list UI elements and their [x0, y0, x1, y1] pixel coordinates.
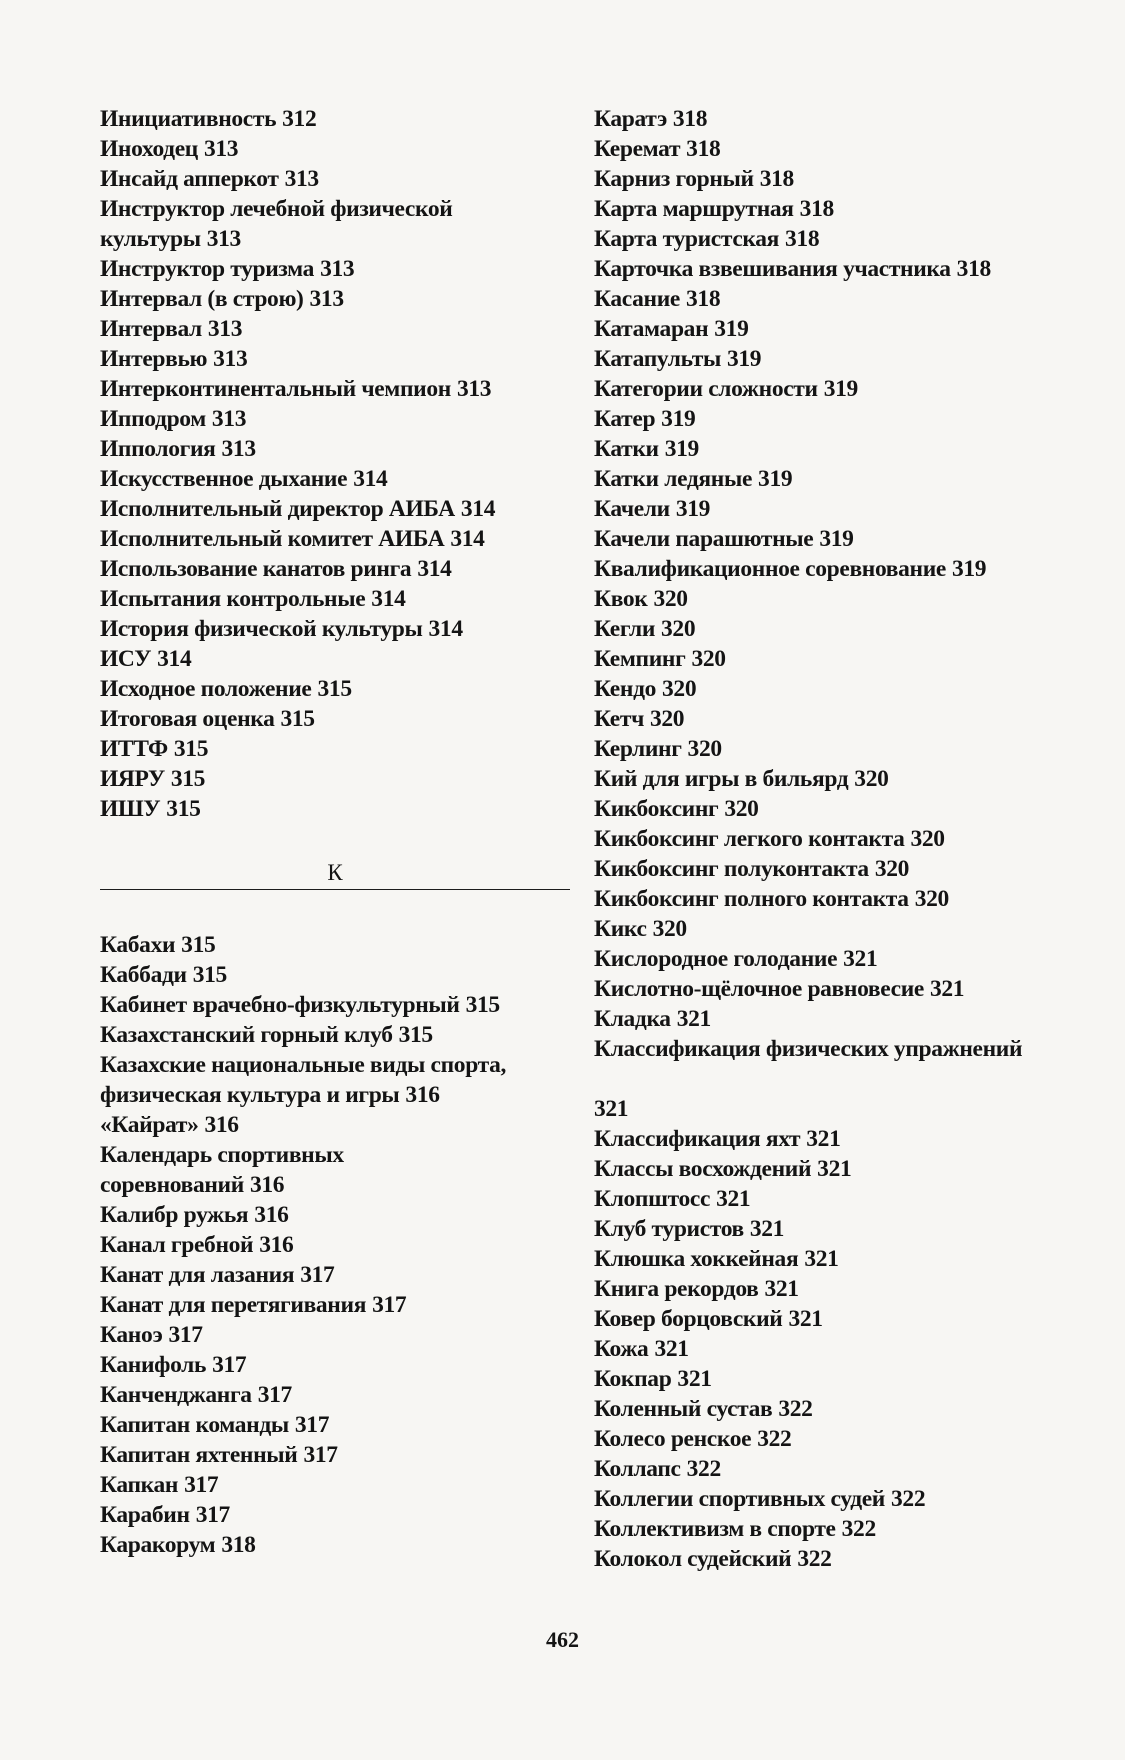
index-list-i	[100, 104, 570, 824]
index-entry	[594, 674, 1094, 704]
index-entry	[100, 404, 570, 434]
index-page-ref: 320	[652, 916, 687, 942]
index-term: Клуб туристов	[594, 1216, 744, 1242]
index-entry	[594, 1184, 1094, 1214]
index-page-ref: 317	[168, 1322, 203, 1348]
index-page-ref: 319	[664, 436, 699, 462]
index-entry	[594, 1124, 1094, 1154]
index-term: Календарь спортивных соревнований	[100, 1142, 344, 1198]
index-entry	[594, 914, 1094, 944]
index-entry	[594, 614, 1094, 644]
index-entry	[594, 1304, 1094, 1334]
index-term: Кий для игры в бильярд	[594, 766, 849, 792]
index-page-ref: 322	[686, 1456, 721, 1482]
index-page-ref: 319	[758, 466, 793, 492]
index-page-ref: 316	[254, 1202, 289, 1228]
index-term: Катапульты	[594, 346, 721, 372]
index-entry	[100, 960, 570, 990]
index-entry	[100, 1140, 570, 1200]
index-entry	[100, 524, 570, 554]
index-term: Инсайд апперкот	[100, 166, 279, 192]
index-entry	[594, 1364, 1094, 1394]
index-page-ref: 313	[456, 376, 492, 402]
index-entry	[100, 1440, 570, 1470]
page-number: 462	[546, 1627, 579, 1652]
index-entry	[100, 1050, 570, 1110]
index-entry	[100, 764, 570, 794]
index-entry	[100, 434, 570, 464]
index-page-ref: 320	[854, 766, 889, 792]
index-term: Карточка взвешивания участника	[594, 256, 951, 282]
index-term: Каракорум	[100, 1532, 216, 1558]
index-entry	[594, 1004, 1094, 1034]
index-page-ref: 316	[204, 1112, 239, 1138]
index-term: Кемпинг	[594, 646, 686, 672]
index-entry	[100, 494, 570, 524]
index-page-ref: 322	[757, 1426, 792, 1452]
index-entry	[100, 1530, 570, 1560]
index-entry	[594, 194, 1094, 224]
index-entry	[100, 1110, 570, 1140]
index-page-ref: 318	[785, 226, 820, 252]
index-term: Коленный сустав	[594, 1396, 773, 1422]
index-page-ref: 318	[759, 166, 794, 192]
index-page-ref: 314	[371, 586, 406, 612]
index-page-ref: 318	[799, 196, 834, 222]
index-page-ref: 319	[661, 406, 696, 432]
index-page-ref: 321	[594, 1096, 629, 1122]
index-page-ref: 315	[170, 766, 206, 792]
index-term: Инструктор лечебной физической культуры	[100, 196, 453, 252]
index-page-ref: 315	[280, 706, 315, 732]
index-page-ref: 319	[823, 376, 858, 402]
index-term: Касание	[594, 286, 681, 312]
index-term: Интервал	[100, 316, 202, 342]
index-term: Книга рекордов	[594, 1276, 759, 1302]
index-term: Кикбоксинг полуконтакта	[594, 856, 869, 882]
index-page-ref: 313	[221, 436, 256, 462]
index-page-ref: 317	[257, 1382, 292, 1408]
index-term: Катер	[594, 406, 656, 432]
index-term: Качели	[594, 496, 670, 522]
index-entry	[100, 990, 570, 1020]
index-page-ref: 315	[166, 796, 201, 822]
index-term: Иноходец	[100, 136, 198, 162]
index-entry	[594, 1544, 1094, 1574]
index-term: Кегли	[594, 616, 656, 642]
index-term: ИШУ	[100, 796, 161, 822]
index-term: Кикс	[594, 916, 647, 942]
index-term: Катки	[594, 436, 659, 462]
index-page-ref: 321	[806, 1126, 841, 1152]
index-entry	[594, 344, 1094, 374]
index-page-ref: 320	[914, 886, 949, 912]
index-entry	[100, 554, 570, 584]
index-term: Интервью	[100, 346, 208, 372]
index-page-ref: 321	[929, 976, 965, 1002]
index-page-ref: 321	[654, 1336, 689, 1362]
index-term: Канат для перетягивания	[100, 1292, 367, 1318]
index-term: Кикбоксинг полного контакта	[594, 886, 909, 912]
index-entry	[594, 854, 1094, 884]
index-term: Капитан яхтенный	[100, 1442, 298, 1468]
index-entry	[594, 554, 1094, 584]
index-page-ref: 317	[303, 1442, 338, 1468]
index-entry	[100, 254, 570, 284]
index-term: Карниз горный	[594, 166, 754, 192]
index-term: Классификация яхт	[594, 1126, 801, 1152]
index-entry	[594, 524, 1094, 554]
index-term: Кожа	[594, 1336, 649, 1362]
index-page-ref: 321	[788, 1306, 823, 1332]
index-column-left	[100, 104, 570, 1560]
index-page-ref: 321	[804, 1246, 839, 1272]
index-page-ref: 320	[724, 796, 759, 822]
section-letter: К	[319, 860, 350, 885]
index-term: Использование канатов ринга	[100, 556, 412, 582]
index-term: Казахские национальные виды спорта, физическая культура и игры	[100, 1052, 507, 1108]
index-entry	[594, 794, 1094, 824]
index-term: Каббади	[100, 962, 187, 988]
index-entry	[100, 344, 570, 374]
index-term: Карта туристская	[594, 226, 780, 252]
index-page-ref: 317	[372, 1292, 407, 1318]
index-entry	[100, 464, 570, 494]
index-term: Канат для лазания	[100, 1262, 295, 1288]
index-entry	[594, 1034, 1094, 1124]
index-entry	[100, 134, 570, 164]
index-entry	[594, 1244, 1094, 1274]
index-entry	[100, 794, 570, 824]
index-term: Качели парашютные	[594, 526, 814, 552]
index-term: Керемат	[594, 136, 681, 162]
index-entry	[594, 584, 1094, 614]
index-page-ref: 319	[726, 346, 762, 372]
index-entry	[100, 674, 570, 704]
index-page-ref: 313	[320, 256, 355, 282]
index-term: Классы восхождений	[594, 1156, 812, 1182]
index-page-ref: 313	[207, 316, 243, 342]
index-term: Коллапс	[594, 1456, 681, 1482]
index-term: Исполнительный комитет АИБА	[100, 526, 445, 552]
index-page-ref: 318	[956, 256, 991, 282]
index-entry	[594, 164, 1094, 194]
index-entry	[594, 1394, 1094, 1424]
index-page-ref: 318	[221, 1532, 256, 1558]
index-term: Квалификационное соревнование	[594, 556, 946, 582]
index-page-ref: 318	[672, 106, 708, 132]
index-page-ref: 317	[195, 1502, 230, 1528]
index-page-ref: 314	[157, 646, 192, 672]
index-term: Ковер борцовский	[594, 1306, 783, 1332]
index-page-ref: 315	[192, 962, 227, 988]
index-page-ref: 315	[181, 932, 216, 958]
index-entry	[594, 644, 1094, 674]
index-term: Калибр ружья	[100, 1202, 249, 1228]
index-entry	[100, 1470, 570, 1500]
index-page-ref: 314	[428, 616, 463, 642]
index-term: Катамаран	[594, 316, 709, 342]
index-entry	[100, 1500, 570, 1530]
index-term: Кабахи	[100, 932, 176, 958]
index-entry	[594, 314, 1094, 344]
index-page-ref: 322	[891, 1486, 926, 1512]
index-page-ref: 319	[675, 496, 711, 522]
index-page-ref: 318	[686, 136, 721, 162]
index-term: Классификация физических упражнений	[594, 1036, 1023, 1062]
index-page-ref: 315	[398, 1022, 433, 1048]
index-entry	[100, 1350, 570, 1380]
index-page-ref: 312	[282, 106, 317, 132]
index-term: Испытания контрольные	[100, 586, 366, 612]
index-entry	[594, 224, 1094, 254]
index-term: Ипподром	[100, 406, 206, 432]
index-page-ref: 321	[843, 946, 878, 972]
index-page-ref: 321	[716, 1186, 751, 1212]
index-entry	[100, 1020, 570, 1050]
index-entry	[100, 734, 570, 764]
index-term: Интервал (в строю)	[100, 286, 304, 312]
index-page-ref: 320	[661, 616, 696, 642]
index-term: Клопштосс	[594, 1186, 711, 1212]
index-entry	[594, 1514, 1094, 1544]
index-entry	[100, 1200, 570, 1230]
index-term: Коллегии спортивных судей	[594, 1486, 886, 1512]
index-entry	[594, 134, 1094, 164]
index-term: Керлинг	[594, 736, 682, 762]
index-page-ref: 317	[184, 1472, 219, 1498]
index-term: Кислородное голодание	[594, 946, 838, 972]
index-entry	[100, 164, 570, 194]
index-entry	[594, 464, 1094, 494]
index-page-ref: 320	[662, 676, 697, 702]
index-term: Карта маршрутная	[594, 196, 794, 222]
index-term: Каноэ	[100, 1322, 163, 1348]
index-term: Казахстанский горный клуб	[100, 1022, 393, 1048]
index-page-ref: 316	[249, 1172, 285, 1198]
index-entry	[100, 1320, 570, 1350]
index-page-ref: 314	[450, 526, 485, 552]
index-entry	[100, 1290, 570, 1320]
index-entry	[594, 1454, 1094, 1484]
index-entry	[594, 1334, 1094, 1364]
index-term: Искусственное дыхание	[100, 466, 348, 492]
index-term: Квок	[594, 586, 648, 612]
index-entry	[100, 1260, 570, 1290]
index-entry	[594, 764, 1094, 794]
index-entry	[100, 930, 570, 960]
index-page-ref: 313	[284, 166, 319, 192]
index-term: Итоговая оценка	[100, 706, 275, 732]
index-term: Клюшка хоккейная	[594, 1246, 799, 1272]
index-term: Категории сложности	[594, 376, 818, 402]
index-term: Карабин	[100, 1502, 190, 1528]
divider-rule	[100, 889, 570, 890]
index-page-ref: 322	[841, 1516, 876, 1542]
index-entry	[100, 704, 570, 734]
index-entry	[100, 644, 570, 674]
index-term: Каратэ	[594, 106, 667, 132]
index-term: Канал гребной	[100, 1232, 254, 1258]
index-page-ref: 322	[797, 1546, 832, 1572]
index-page-ref: 320	[687, 736, 722, 762]
index-term: Кабинет врачебно-физкультурный	[100, 992, 460, 1018]
index-entry	[594, 824, 1094, 854]
index-page-ref: 316	[405, 1082, 440, 1108]
index-entry	[100, 614, 570, 644]
index-term: Коллективизм в спорте	[594, 1516, 836, 1542]
index-entry	[594, 104, 1094, 134]
index-entry	[100, 1380, 570, 1410]
index-page-ref: 320	[691, 646, 726, 672]
index-term: Кокпар	[594, 1366, 672, 1392]
index-list-k	[100, 930, 570, 1560]
index-page-ref: 319	[819, 526, 854, 552]
index-entry	[594, 1154, 1094, 1184]
index-page-ref: 315	[317, 676, 352, 702]
section-divider	[100, 856, 570, 916]
index-entry	[594, 404, 1094, 434]
index-page-ref: 320	[910, 826, 945, 852]
index-entry	[594, 1424, 1094, 1454]
index-entry	[100, 1410, 570, 1440]
index-term: Исполнительный директор АИБА	[100, 496, 455, 522]
index-page-ref: 314	[460, 496, 496, 522]
index-entry	[594, 1484, 1094, 1514]
index-page-ref: 315	[173, 736, 209, 762]
index-page-ref: 319	[714, 316, 749, 342]
index-entry	[594, 734, 1094, 764]
index-page-ref: 320	[874, 856, 910, 882]
index-page-ref: 314	[417, 556, 452, 582]
index-entry	[100, 314, 570, 344]
index-term: Кикбоксинг легкого контакта	[594, 826, 905, 852]
index-page-ref: 319	[952, 556, 987, 582]
index-entry	[100, 104, 570, 134]
index-term: ИЯРУ	[100, 766, 165, 792]
index-entry	[100, 374, 570, 404]
index-term: Колокол судейский	[594, 1546, 792, 1572]
index-column-right	[594, 104, 1094, 1574]
index-page-ref: 321	[764, 1276, 799, 1302]
index-term: Инструктор туризма	[100, 256, 315, 282]
index-term: Интерконтинентальный чемпион	[100, 376, 451, 402]
index-page-ref: 315	[465, 992, 500, 1018]
index-term: «Кайрат»	[100, 1112, 199, 1138]
index-term: Колесо ренское	[594, 1426, 752, 1452]
index-term: Канифоль	[100, 1352, 207, 1378]
index-page-ref: 313	[206, 226, 241, 252]
index-term: ИТТФ	[100, 736, 168, 762]
index-page-ref: 317	[300, 1262, 335, 1288]
index-page-ref: 321	[676, 1006, 711, 1032]
index-entry	[594, 1274, 1094, 1304]
index-page-ref: 321	[817, 1156, 852, 1182]
index-page-ref: 313	[309, 286, 344, 312]
index-term: Канченджанга	[100, 1382, 252, 1408]
index-entry	[594, 1214, 1094, 1244]
index-entry	[594, 944, 1094, 974]
index-term: Инициативность	[100, 106, 277, 132]
index-entry	[594, 284, 1094, 314]
index-term: Кендо	[594, 676, 657, 702]
index-page-ref: 313	[213, 346, 248, 372]
index-entry	[100, 284, 570, 314]
index-page-ref: 318	[686, 286, 721, 312]
index-entry	[594, 254, 1094, 284]
index-entry	[594, 884, 1094, 914]
index-entry	[594, 494, 1094, 524]
index-entry	[100, 194, 570, 254]
index-page-ref: 314	[353, 466, 388, 492]
index-list-k-continued	[594, 104, 1094, 1574]
index-page-ref: 313	[211, 406, 247, 432]
index-page-ref: 321	[749, 1216, 785, 1242]
index-term: Кикбоксинг	[594, 796, 719, 822]
index-term: Капкан	[100, 1472, 179, 1498]
index-page-ref: 316	[259, 1232, 294, 1258]
index-page-ref: 317	[212, 1352, 247, 1378]
index-term: Кислотно-щёлочное равновесие	[594, 976, 924, 1002]
index-entry	[594, 974, 1094, 1004]
index-term: Исходное положение	[100, 676, 312, 702]
index-entry	[594, 374, 1094, 404]
index-entry	[594, 434, 1094, 464]
index-term: ИСУ	[100, 646, 152, 672]
index-term: Кладка	[594, 1006, 671, 1032]
index-term: Капитан команды	[100, 1412, 289, 1438]
index-term: Катки ледяные	[594, 466, 753, 492]
index-page-ref: 320	[649, 706, 685, 732]
index-entry	[594, 704, 1094, 734]
index-page-ref: 322	[778, 1396, 813, 1422]
index-term: История физической культуры	[100, 616, 423, 642]
index-term: Иппология	[100, 436, 216, 462]
index-entry	[100, 1230, 570, 1260]
index-term: Кетч	[594, 706, 644, 732]
index-page-ref: 321	[677, 1366, 712, 1392]
index-page-ref: 320	[653, 586, 688, 612]
index-entry	[100, 584, 570, 614]
index-page-ref: 313	[203, 136, 239, 162]
index-page-ref: 317	[294, 1412, 330, 1438]
